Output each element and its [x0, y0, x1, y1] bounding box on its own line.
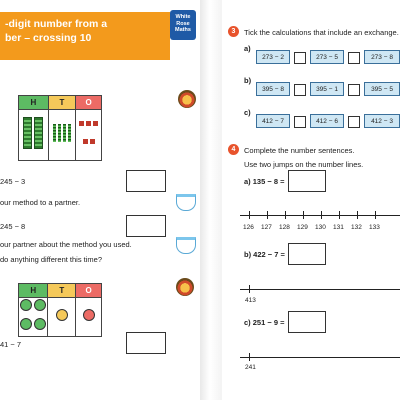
header-hundreds: H: [19, 284, 48, 298]
number-line-c: [240, 357, 400, 358]
ones-counters: [76, 298, 102, 337]
header-ones: O: [76, 284, 102, 298]
ten-rod: [68, 124, 71, 142]
hundred-counter: [34, 299, 46, 311]
number-line-tick: [249, 285, 250, 293]
ten-rod: [53, 124, 56, 142]
hundred-counter: [20, 299, 32, 311]
number-line-tick: [375, 211, 376, 219]
q3-row-c-label: c): [244, 108, 251, 117]
tick-box[interactable]: [294, 116, 306, 128]
tick-box[interactable]: [348, 116, 360, 128]
place-value-chart-1: [18, 95, 102, 161]
q4a-label: a) 135 − 8 =: [244, 177, 285, 186]
q4a-answer-box[interactable]: [288, 170, 326, 192]
tick-box[interactable]: [348, 84, 360, 96]
number-line-tick: [267, 211, 268, 219]
one-counter: [83, 309, 95, 321]
page-gutter: [200, 0, 222, 400]
ones-cell: [76, 110, 102, 161]
q4c-answer-box[interactable]: [288, 311, 326, 333]
tens-counters: [48, 298, 76, 337]
calc-card: 395 − 5: [364, 82, 400, 96]
calc-card: 273 − 2: [256, 50, 290, 64]
title-line-1: -digit number from a: [5, 18, 108, 30]
one-cube: [79, 121, 84, 126]
header-hundreds: H: [19, 96, 49, 110]
number-line-tick: [303, 211, 304, 219]
calc-card: 412 − 3: [364, 114, 400, 128]
hundreds-cell: [19, 110, 49, 161]
calc-card: 412 − 6: [310, 114, 344, 128]
calc-3-text: 41 − 7: [0, 340, 22, 349]
one-cube: [93, 121, 98, 126]
q4b-label: b) 422 − 7 =: [244, 250, 285, 259]
calc-card: 412 − 7: [256, 114, 290, 128]
number-line-label: 129: [297, 224, 308, 231]
answer-box-3[interactable]: [126, 332, 166, 354]
place-value-chart-2: [18, 283, 102, 337]
tens-cell: [48, 110, 75, 161]
calc-card: 395 − 1: [310, 82, 344, 96]
number-line-tick: [339, 211, 340, 219]
header-tens: T: [48, 96, 75, 110]
number-line-tick: [249, 353, 250, 361]
number-line-b: [240, 289, 400, 290]
number-line-tick: [249, 211, 250, 219]
number-line-tick: [357, 211, 358, 219]
ten-counter: [56, 309, 68, 321]
number-line-label: 241: [245, 364, 256, 371]
answer-box-1[interactable]: [126, 170, 166, 192]
cup-icon: [176, 194, 196, 211]
q4c-label: c) 251 − 9 =: [244, 318, 285, 327]
ten-rod: [63, 124, 66, 142]
header-ones: O: [76, 96, 102, 110]
hundred-block: [34, 117, 43, 149]
number-line-label: 126: [243, 224, 254, 231]
hundred-counter: [20, 318, 32, 330]
hundreds-counters: [19, 298, 48, 337]
calc-1-text: 245 − 3: [0, 177, 26, 186]
q4b-answer-box[interactable]: [288, 243, 326, 265]
thinker-icon: [178, 90, 196, 108]
q3-row-b-label: b): [244, 76, 252, 85]
ten-rod: [58, 124, 61, 142]
answer-box-2[interactable]: [126, 215, 166, 237]
hundred-counter: [34, 318, 46, 330]
calc-2-text: 245 − 8: [0, 222, 26, 231]
number-line-label: 127: [261, 224, 272, 231]
number-line-label: 131: [333, 224, 344, 231]
q3-row-a-label: a): [244, 44, 251, 53]
header-tens: T: [48, 284, 76, 298]
calc-card: 273 − 8: [364, 50, 400, 64]
question-3-instruction: Tick the calculations that include an exchange.: [244, 28, 399, 37]
number-line-label: 128: [279, 224, 290, 231]
number-line-label: 133: [369, 224, 380, 231]
number-line-tick: [285, 211, 286, 219]
question-4-number: 4: [228, 144, 239, 155]
tick-box[interactable]: [294, 52, 306, 64]
number-line-label: 130: [315, 224, 326, 231]
one-cube: [83, 139, 88, 144]
question-4-sub-instruction: Use two jumps on the number lines.: [244, 160, 364, 169]
calc-card: 395 − 8: [256, 82, 290, 96]
thinker-icon: [176, 278, 194, 296]
calc-card: 273 − 5: [310, 50, 344, 64]
question-4-instruction: Complete the number sentences.: [244, 146, 355, 155]
title-line-2: ber – crossing 10: [5, 32, 92, 44]
number-line-label: 413: [245, 297, 256, 304]
tick-box[interactable]: [294, 84, 306, 96]
tick-box[interactable]: [348, 52, 360, 64]
number-line-a: [240, 215, 400, 216]
number-line-tick: [321, 211, 322, 219]
question-3-number: 3: [228, 26, 239, 37]
hundred-block: [23, 117, 32, 149]
prompt-2b: do anything different this time?: [0, 255, 103, 264]
prompt-1: our method to a partner.: [0, 198, 81, 207]
one-cube: [86, 121, 91, 126]
number-line-label: 132: [351, 224, 362, 231]
cup-icon: [176, 237, 196, 254]
one-cube: [90, 139, 95, 144]
page-title-banner: [0, 12, 170, 60]
white-rose-logo: White Rose Maths: [170, 10, 196, 40]
prompt-2a: our partner about the method you used.: [0, 240, 132, 249]
